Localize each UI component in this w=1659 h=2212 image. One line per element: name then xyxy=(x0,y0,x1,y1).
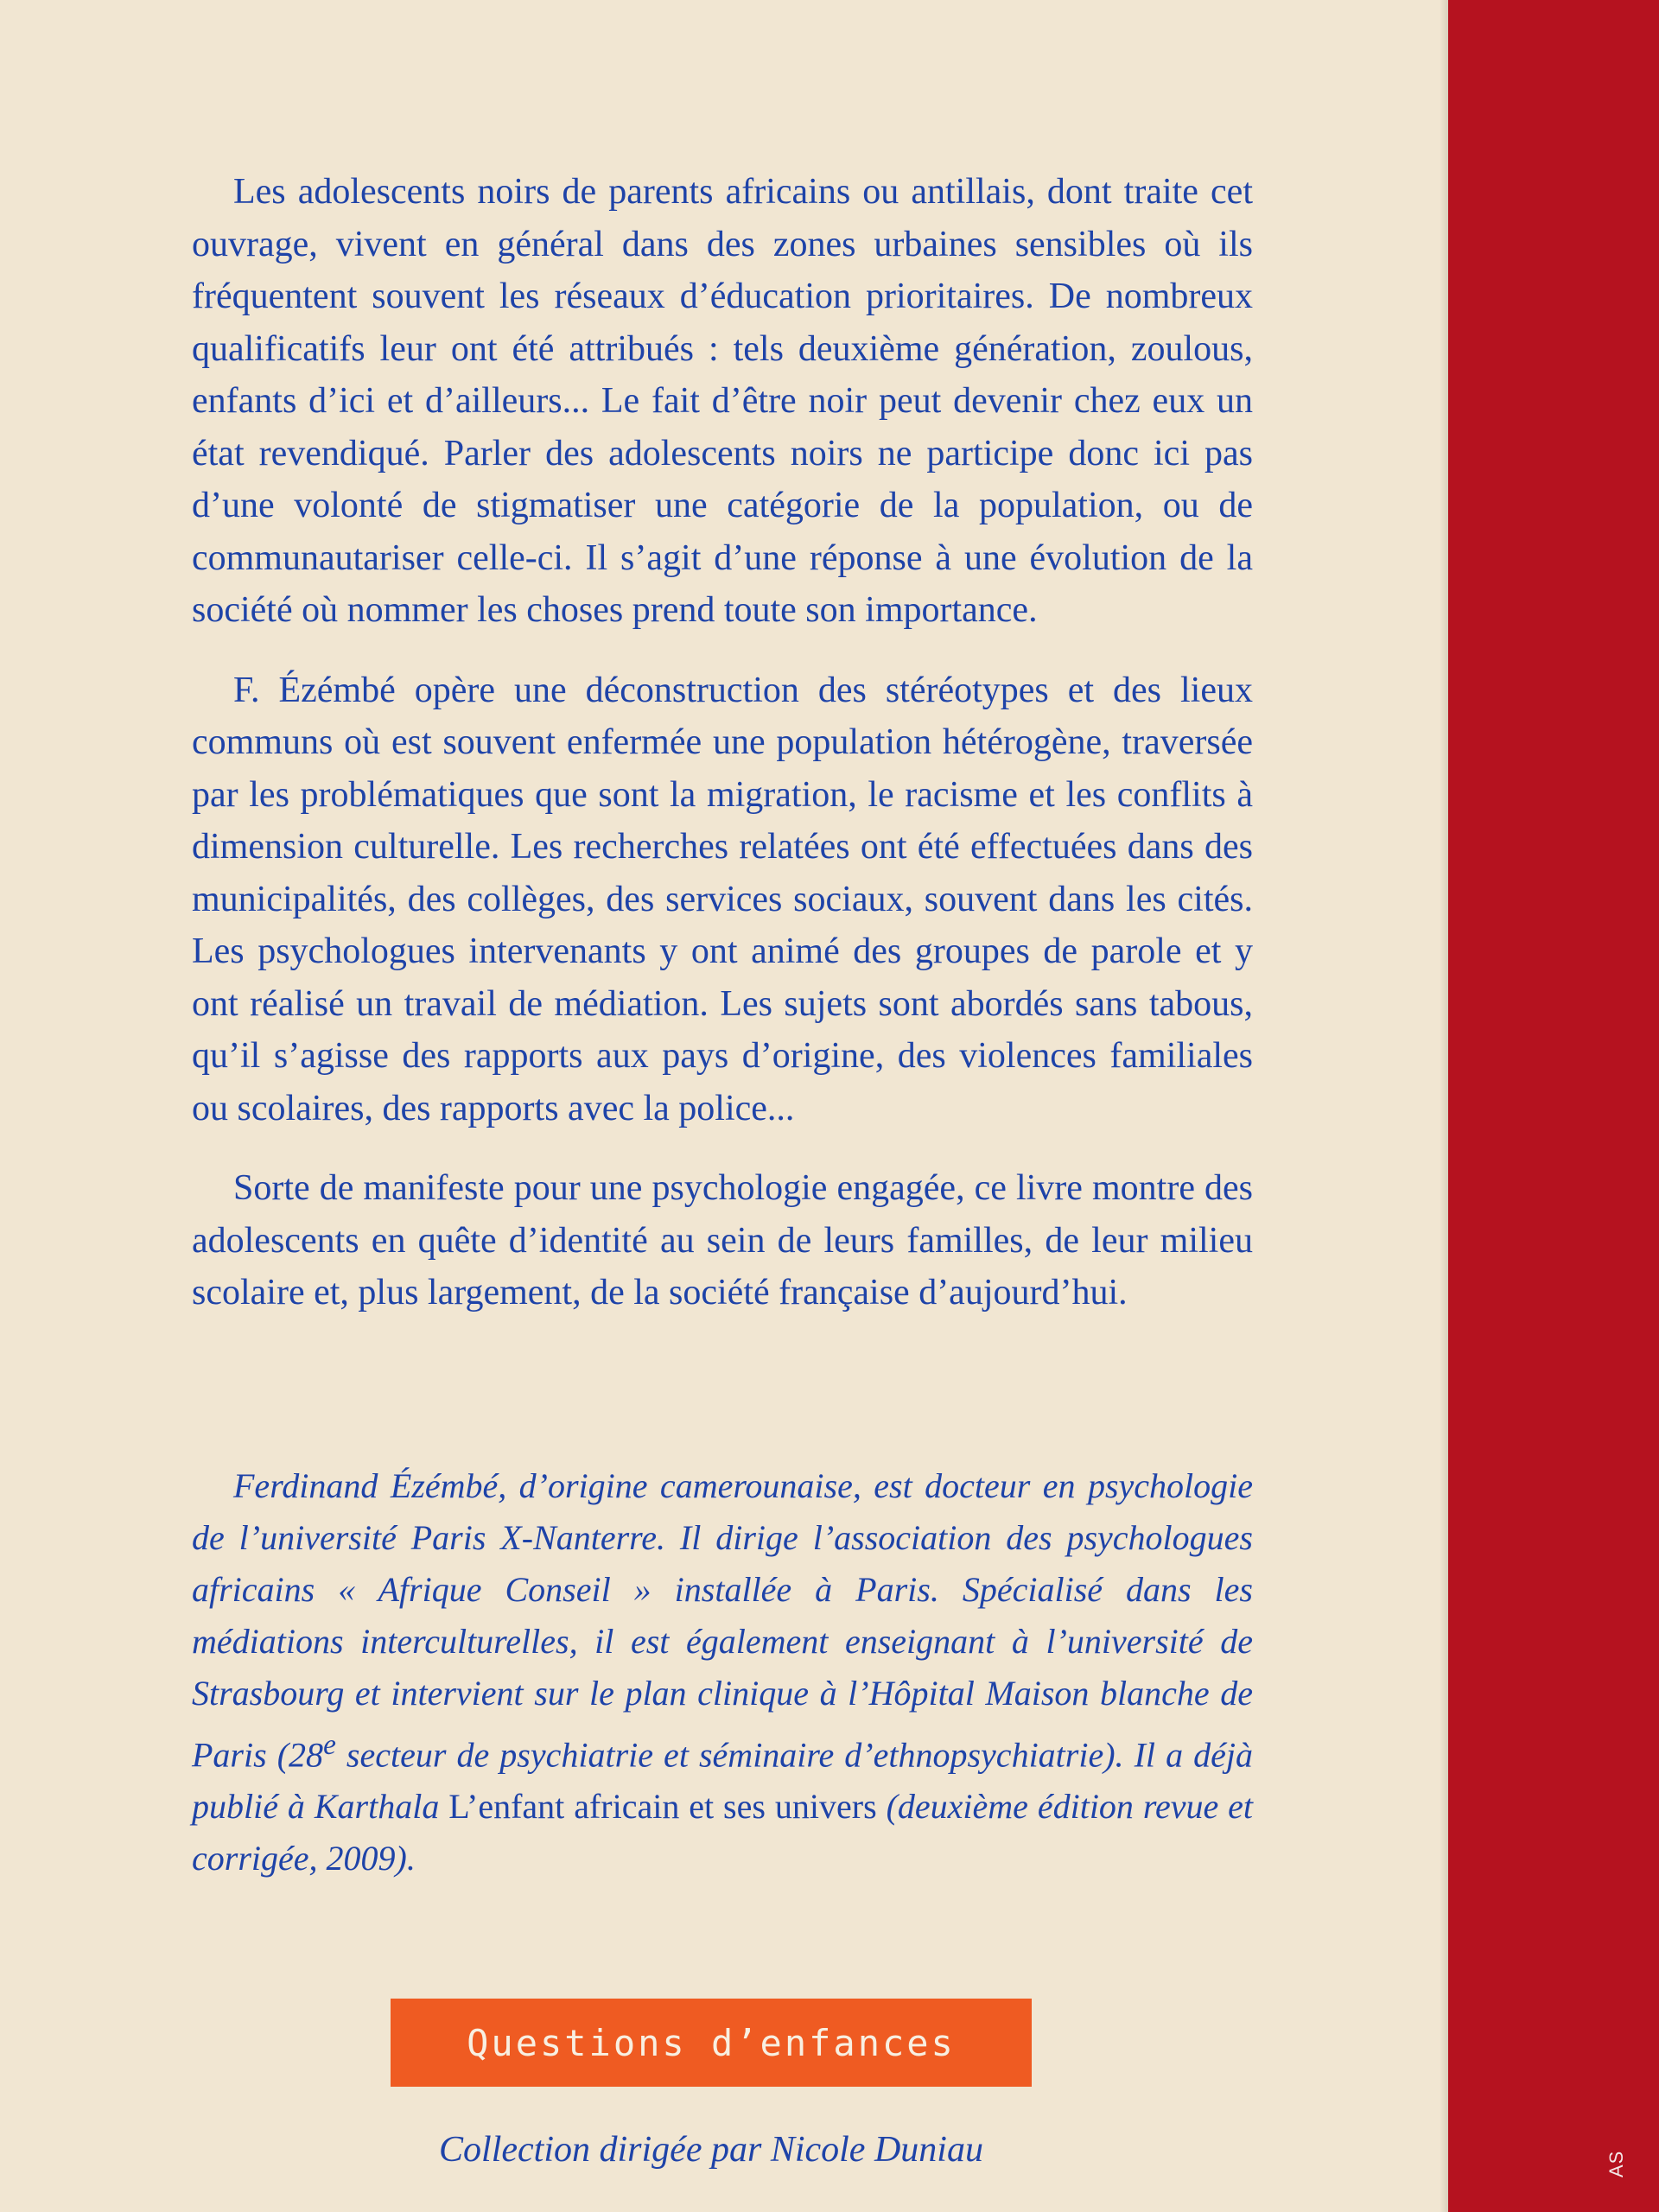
collection-director: Collection dirigée par Nicole Duniau xyxy=(439,2130,983,2170)
blurb-text xyxy=(192,166,1253,1319)
bio-text-3: (deuxième édition revue et corrigée, 2009). xyxy=(192,1787,1254,1878)
spine-label: AS xyxy=(1605,2150,1627,2177)
bio-text-1: Ferdinand Ézémbé, d’origine camerounaise, est docteur en psychologie de l’université Paris X-Nanterre. Il dirige l’association des psychologues africains « Afrique Conseil » installée à Paris. Spécialisé dans les médiations interculturelles, il est également enseignant à l’université de Strasbourg et intervient sur le plan clinique à l’Hôpital Maison blanche de Paris (28 xyxy=(192,1466,1253,1775)
blurb-paragraph-3: Sorte de manifeste pour une psychologie engagée, ce livre montre des adolescents en quête d’identité au sein de leurs familles, de leur milieu scolaire et, plus largement, de la société française d’aujourd’hui. xyxy=(192,1168,1253,1313)
bio-book-title: L’enfant africain et ses univers xyxy=(448,1787,877,1827)
book-spine xyxy=(1448,0,1659,2212)
author-bio xyxy=(192,1460,1253,1885)
collection-badge: Questions d’enfances xyxy=(391,1999,1032,2087)
blurb-paragraph-2: F. Ézémbé opère une déconstruction des stéréotypes et des lieux communs où est souvent enfermée une population hétérogène, traversée par les problématiques que sont la migration, le racisme et les conflits à dimension culturelle. Les recherches relatées ont été effectuées dans des municipalités, des collèges, des services sociaux, souvent dans les cités. Les psychologues intervenants y ont animé des groupes de parole et y ont réalisé un travail de médiation. Les sujets sont abordés sans tabous, qu’il s’agisse des rapports aux pays d’origine, des violences familiales ou scolaires, des rapports avec la police... xyxy=(192,670,1253,1128)
bio-text-2: secteur de psychiatrie et séminaire d’ethnopsychiatrie). Il a déjà publié à Karthala xyxy=(192,1735,1253,1827)
bio-ordinal-suffix: e xyxy=(323,1729,336,1761)
blurb-paragraph-1: Les adolescents noirs de parents africains ou antillais, dont traite cet ouvrage, vivent en général dans des zones urbaines sensibles où ils fréquentent souvent les réseaux d’éducation prioritaires. De nombreux qualificatifs leur ont été attribués : tels deuxième génération, zoulous, enfants d’ici et d’ailleurs... Le fait d’être noir peut devenir chez eux un état revendiqué. Parler des adolescents noirs ne participe donc ici pas d’une volonté de stigmatiser une catégorie de la population, ou de communautariser celle-ci. Il s’agit d’une réponse à une évolution de la société où nommer les choses prend toute son importance. xyxy=(192,172,1253,630)
